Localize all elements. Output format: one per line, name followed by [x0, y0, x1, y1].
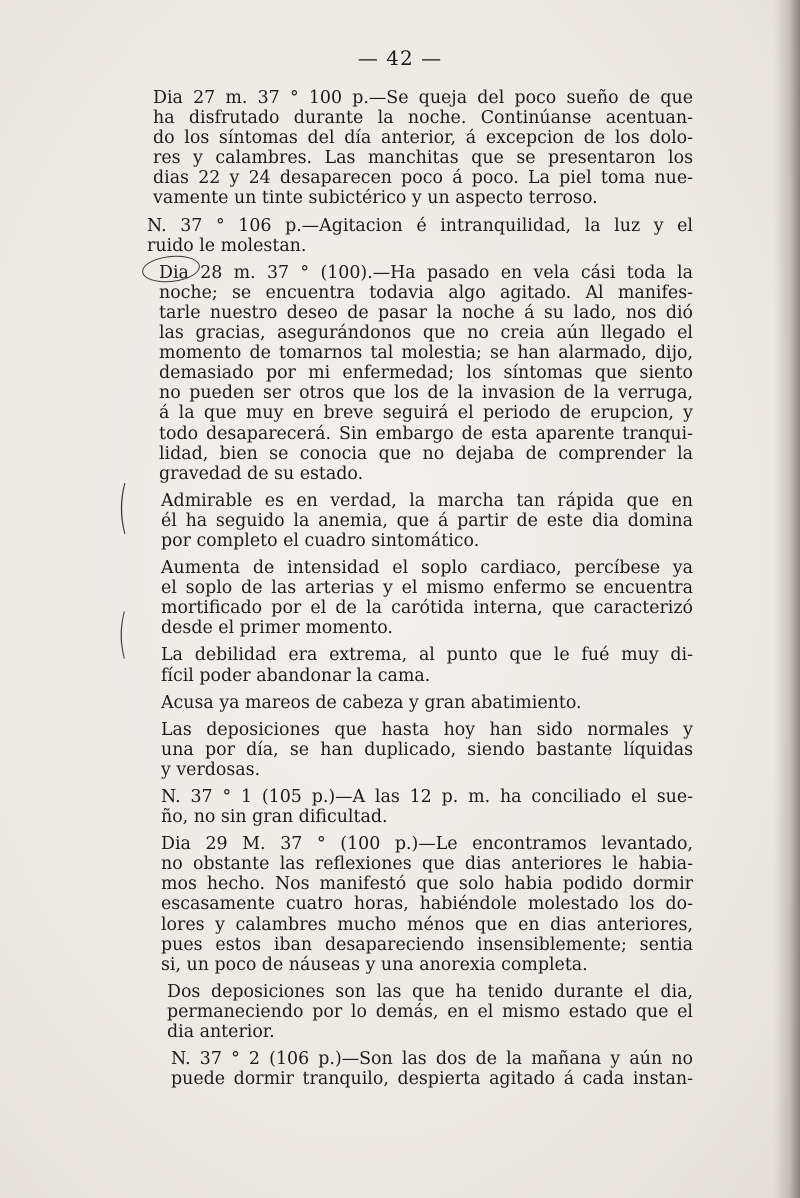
text-line: do los síntomas del día anterior, á excepcion de los dolo- [153, 128, 693, 149]
text-line: pues estos iban desapareciendo insensiblemente; sentia [161, 934, 693, 955]
text-line: res y calambres. Las manchitas que se presentaron los [153, 148, 693, 169]
page-edge-shadow [774, 0, 800, 1198]
text-line: no pueden ser otros que los de la invasion de la verruga, [159, 383, 693, 404]
text-line: dia anterior. [167, 1022, 275, 1043]
text-line: ruido le molestan. [147, 235, 307, 256]
text-line: noche; se encuentra todavia algo agitado. Al manifes- [159, 282, 693, 303]
text-line: N. 37 ° 2 (106 p.)—Son las dos de la mañana y aún no [171, 1049, 693, 1070]
paragraph-noche-27 [141, 216, 693, 256]
text-line: no obstante las reflexiones que dias anteriores le habia- [161, 854, 693, 875]
paragraph-anemia [141, 491, 693, 551]
text-line: por completo el cuadro sintomático. [161, 530, 480, 551]
text-line: á la que muy en breve seguirá el periodo de erupcion, y [159, 403, 693, 424]
margin-bracket-mark: ( [118, 476, 129, 542]
text-line: lidad, bien se conocia que no dejaba de comprender la [159, 443, 693, 464]
paragraph-dia-29 [141, 834, 693, 975]
text-line: N. 37 ° 1 (105 p.)—A las 12 p. m. ha conciliado el sue- [161, 787, 693, 807]
text-line: Dia 27 m. 37 ° 100 p.—Se queja del poco sueño de que [153, 88, 693, 108]
text-line: él ha seguido la anemia, que á partir de este dia domina [161, 510, 693, 531]
margin-bracket-mark: ( [118, 603, 128, 665]
text-line: Aumenta de intensidad el soplo cardiaco, percíbese ya [161, 558, 693, 579]
page-number: — 42 — [357, 46, 443, 70]
text-line: el soplo de las arterias y el mismo enfermo se encuentra [161, 578, 693, 599]
paragraph-noche-28 [141, 787, 693, 827]
paragraph-noche-29 [141, 1049, 693, 1089]
text-line: vamente un tinte subictérico y un aspecto terroso. [153, 188, 598, 209]
text-line: permaneciendo por lo demás, en el mismo estado que el [167, 1001, 693, 1022]
text-line: Acusa ya mareos de cabeza y gran abatimiento. [161, 692, 582, 713]
text-line: Las deposiciones que hasta hoy han sido normales y [161, 719, 693, 740]
text-line: fícil poder abandonar la cama. [161, 665, 431, 686]
text-line: Dia 28 m. 37 ° (100).—Ha pasado en vela cási toda la [159, 262, 693, 283]
text-line: tarle nuestro deseo de pasar la noche á su lado, nos dió [159, 302, 693, 323]
paragraph-soplo [141, 558, 693, 638]
text-line: si, un poco de náuseas y una anorexia completa. [161, 954, 588, 975]
body-text [141, 88, 693, 1096]
paragraph-deposiciones [141, 720, 693, 780]
text-line: ño, no sin gran dificultad. [161, 807, 388, 828]
text-line: dias 22 y 24 desaparecen poco á poco. La piel toma nue- [153, 168, 693, 189]
text-line: N. 37 ° 106 p.—Agitacion é intranquilidad, la luz y el [147, 215, 693, 236]
text-line: puede dormir tranquilo, despierta agitado á cada instan- [171, 1069, 693, 1090]
text-line: mos hecho. Nos manifestó que solo habia podido dormir [161, 874, 693, 895]
text-line: Dos deposiciones son las que ha tenido durante el dia, [167, 981, 693, 1002]
paragraph-mareos [141, 693, 693, 713]
text-line: lores y calambres mucho ménos que en dias anteriores, [161, 914, 693, 935]
paragraph-dos-deposiciones [141, 982, 693, 1042]
text-line: momento de tomarnos tal molestia; se han alarmado, dijo, [159, 343, 693, 364]
text-line: Dia 29 M. 37 ° (100 p.)—Le encontramos levantado, [161, 834, 693, 855]
text-line: una por día, se han duplicado, siendo bastante líquidas [161, 739, 693, 760]
text-line: La debilidad era extrema, al punto que le fué muy di- [161, 645, 693, 666]
text-line: y verdosas. [161, 759, 261, 780]
text-line: escasamente cuatro horas, habiéndole molestado los do- [161, 894, 693, 915]
paragraph-dia-28 [141, 263, 693, 484]
text-line: ha disfrutado durante la noche. Continúanse acentuan- [153, 108, 693, 129]
paragraph-debilidad [141, 645, 693, 685]
text-line: las gracias, asegurándonos que no creia aún llegado el [159, 323, 693, 344]
text-line: demasiado por mi enfermedad; los síntomas que siento [159, 363, 693, 384]
paragraph-dia-27 [141, 88, 693, 209]
text-line: todo desaparecerá. Sin embargo de esta aparente tranqui- [159, 423, 693, 444]
text-line: gravedad de su estado. [159, 463, 364, 484]
text-line: desde el primer momento. [161, 618, 393, 639]
text-line: mortificado por el de la carótida interna, que caracterizó [161, 598, 693, 619]
text-line: Admirable es en verdad, la marcha tan rápida que en [161, 490, 693, 511]
